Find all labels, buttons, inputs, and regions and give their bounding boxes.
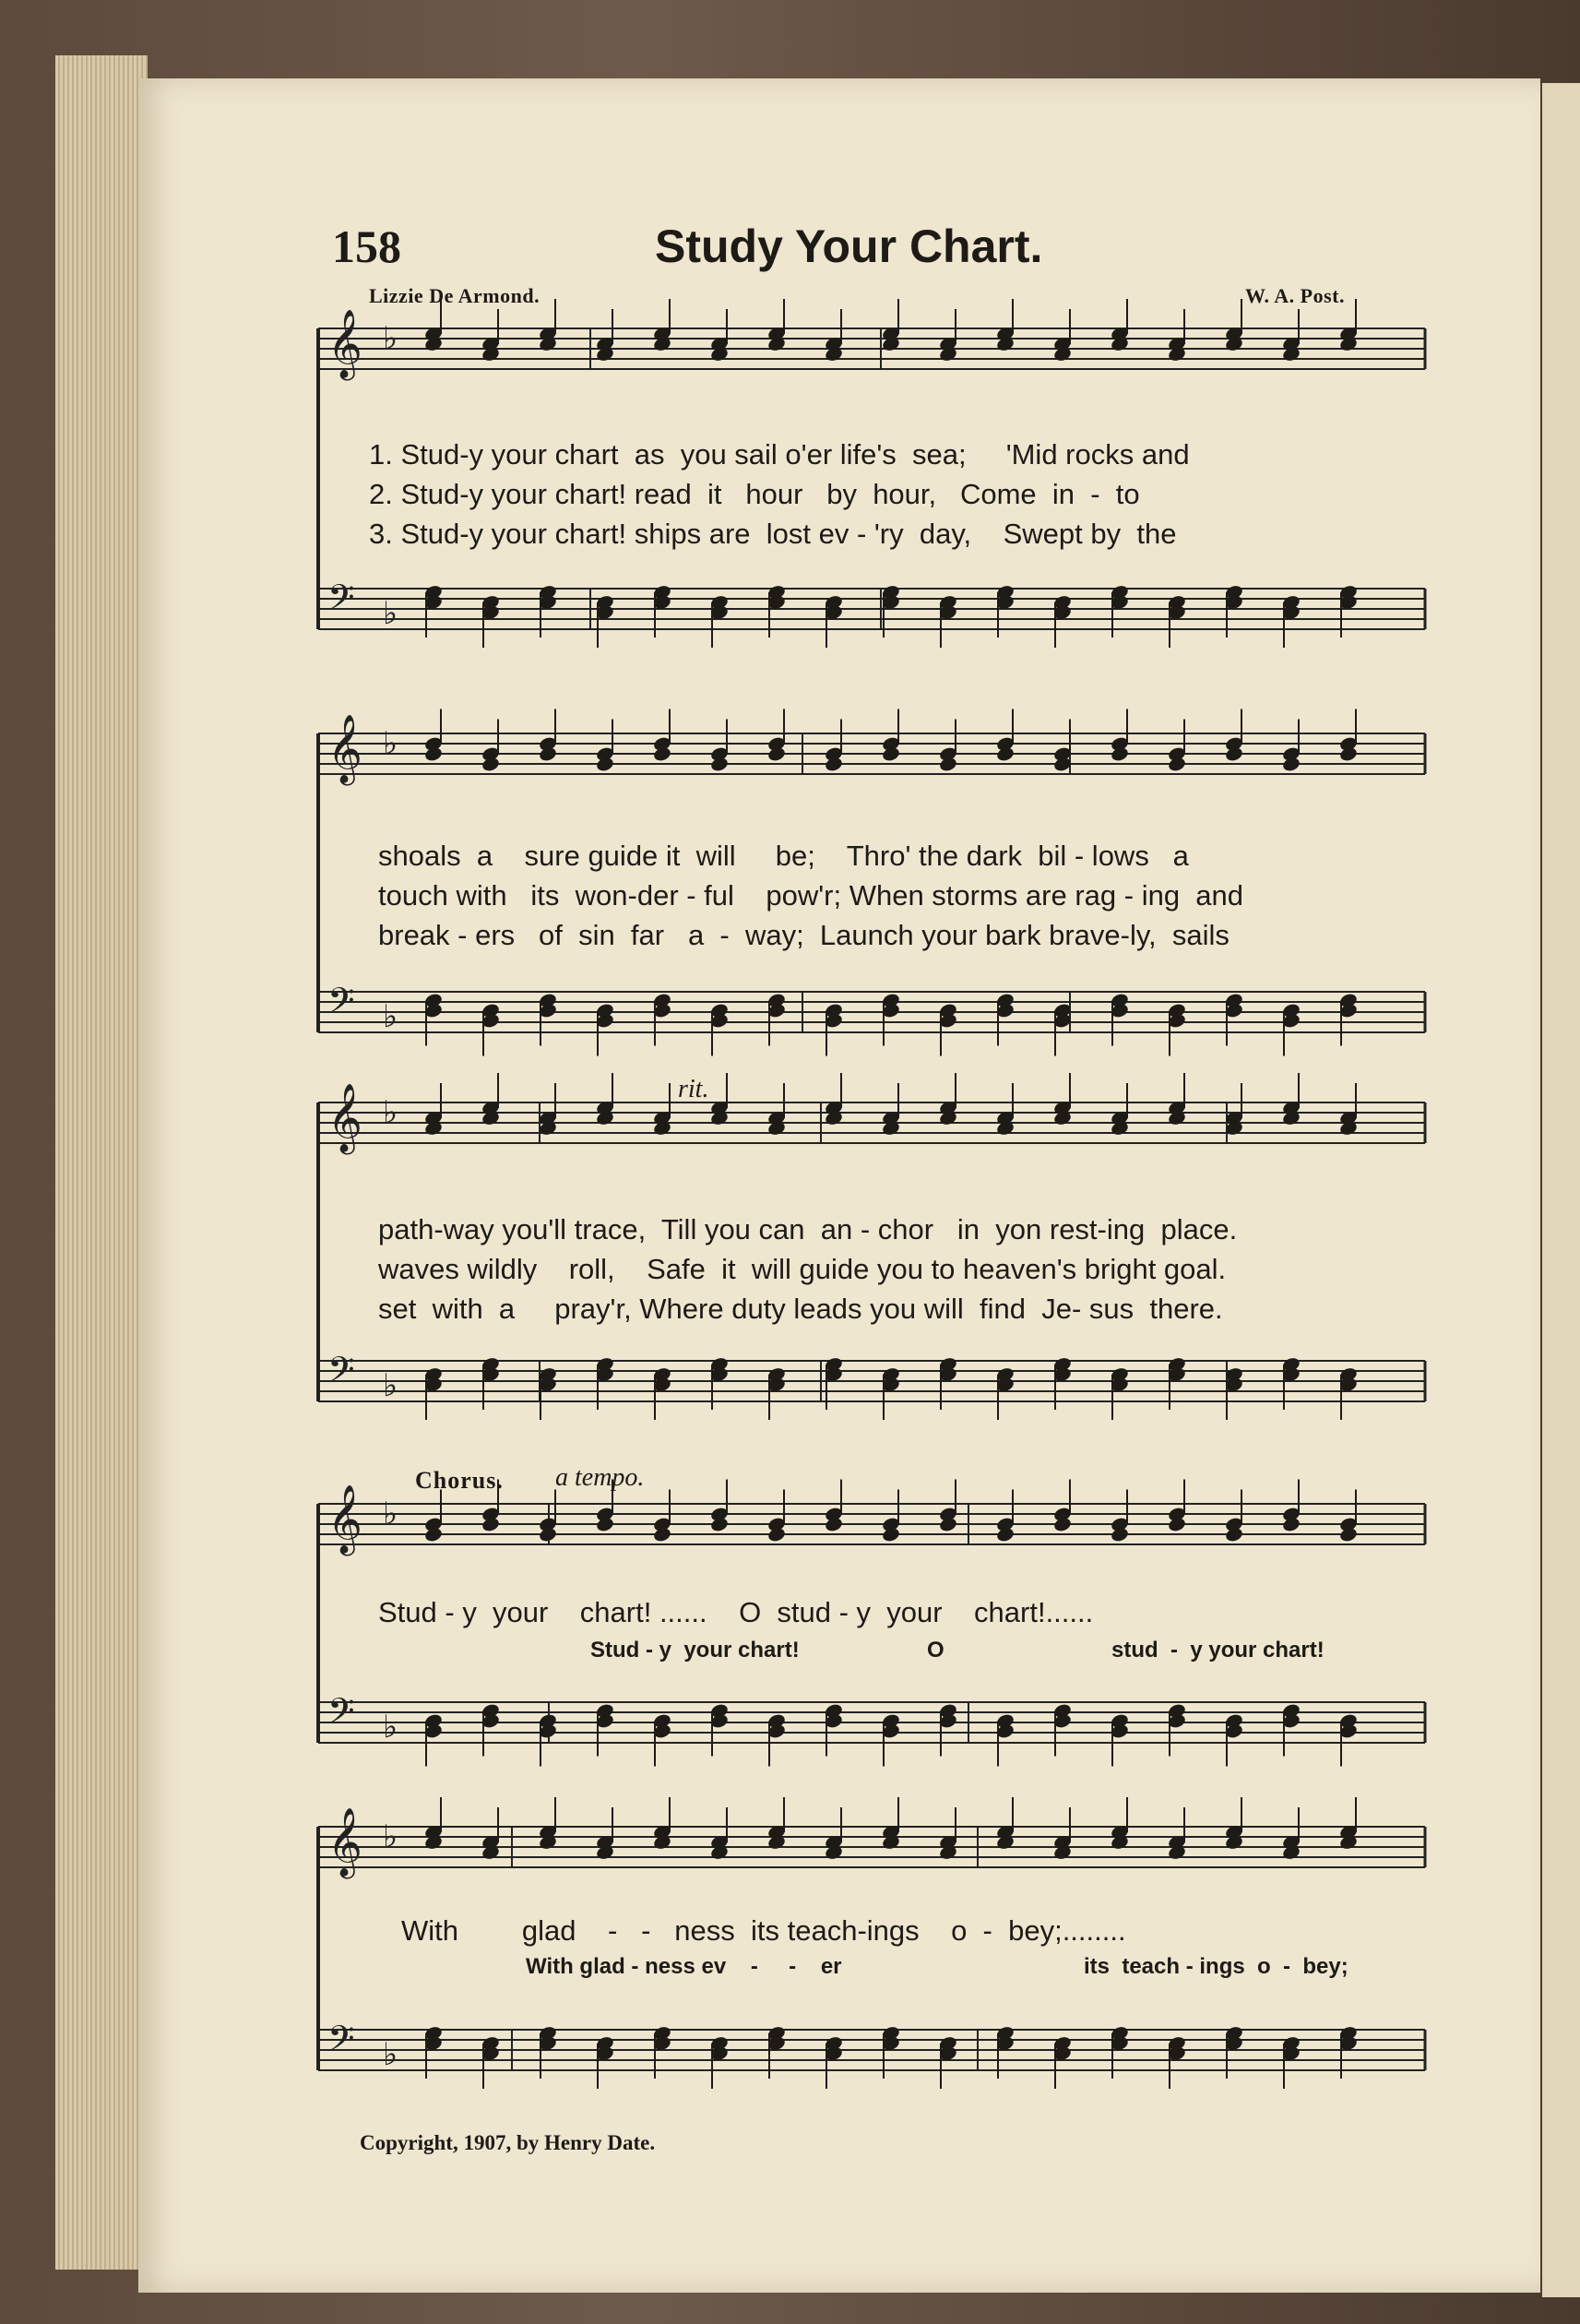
key-flat-icon: ♭ — [383, 1496, 398, 1532]
facing-page-edge — [1540, 83, 1580, 2297]
copyright-notice: Copyright, 1907, by Henry Date. — [360, 2131, 656, 2154]
bass-clef-icon: 𝄢 — [327, 1349, 355, 1399]
chorus-echo-lyric-1: With glad - ness ev - - er — [526, 1954, 842, 1979]
bass-clef-icon: 𝄢 — [327, 1690, 355, 1740]
key-flat-icon: ♭ — [383, 725, 398, 762]
hymn-title: Study Your Chart. — [655, 220, 1043, 272]
key-flat-icon: ♭ — [383, 1367, 398, 1404]
treble-clef-icon: 𝄞 — [327, 1808, 362, 1877]
key-flat-icon: ♭ — [383, 2036, 398, 2073]
treble-staff — [318, 715, 1425, 786]
lyric-verse-2: 2. Stud-y your chart! read it hour by hour, Come in - to — [369, 478, 1140, 510]
key-flat-icon: ♭ — [383, 595, 398, 632]
lyric-verse-3: break - ers of sin far a - way; Launch your bark brave-ly, sails — [378, 919, 1230, 951]
hymn-number: 158 — [332, 220, 401, 272]
key-flat-icon: ♭ — [383, 1094, 398, 1131]
music-system-1 — [304, 310, 1430, 692]
treble-clef-icon: 𝄞 — [327, 715, 362, 783]
lyric-verse-3: set with a pray'r, Where duty leads you will find Je- sus there. — [378, 1293, 1223, 1325]
music-system-5 — [304, 1799, 1430, 2122]
key-flat-icon: ♭ — [383, 320, 398, 357]
composer-credit: W. A. Post. — [1245, 284, 1345, 307]
chorus-echo-lyric-2: its teach - ings o - bey; — [1084, 1954, 1348, 1979]
chorus-echo-lyric-3: stud - y your chart! — [1111, 1638, 1325, 1663]
lyric-verse-3: 3. Stud-y your chart! ships are lost ev - 'ry day, Swept by the — [369, 518, 1177, 550]
music-system-3 — [304, 1075, 1430, 1444]
key-flat-icon: ♭ — [383, 1818, 398, 1855]
chorus-echo-lyric-2: O — [927, 1638, 944, 1663]
chorus-echo-lyric-1: Stud - y your chart! — [590, 1638, 800, 1663]
bass-clef-icon: 𝄢 — [327, 980, 355, 1030]
chorus-lyric: With glad - - ness its teach-ings o - bey;........ — [401, 1914, 1126, 1947]
a-tempo-marking: a tempo. — [555, 1463, 645, 1492]
lyric-verse-2: waves wildly roll, Safe it will guide you to heaven's bright goal. — [378, 1253, 1227, 1285]
key-flat-icon: ♭ — [383, 1709, 398, 1746]
lyric-verse-2: touch with its won-der - ful pow'r; When storms are rag - ing and — [378, 879, 1244, 912]
treble-clef-icon: 𝄞 — [327, 1084, 362, 1152]
chorus-label: Chorus. — [415, 1467, 504, 1494]
lyric-verse-1: 1. Stud-y your chart as you sail o'er life's sea; 'Mid rocks and — [369, 438, 1190, 471]
chorus-lyric: Stud - y your chart! ...... O stud - y your chart!...... — [378, 1596, 1094, 1628]
music-system-2 — [304, 715, 1430, 1066]
lyricist-credit: Lizzie De Armond. — [369, 284, 541, 307]
treble-clef-icon: 𝄞 — [327, 310, 362, 378]
ritardando-marking: rit. — [678, 1075, 709, 1103]
treble-staff — [318, 1485, 1425, 1556]
page-stack-edge — [55, 55, 148, 2270]
key-flat-icon: ♭ — [383, 998, 398, 1035]
bass-clef-icon: 𝄢 — [327, 2018, 355, 2068]
lyric-verse-1: shoals a sure guide it will be; Thro' the dark bil - lows a — [378, 840, 1189, 872]
music-system-4 — [304, 1463, 1430, 1781]
lyric-verse-1: path-way you'll trace, Till you can an - chor in yon rest-ing place. — [378, 1213, 1238, 1245]
bass-clef-icon: 𝄢 — [327, 577, 355, 626]
treble-clef-icon: 𝄞 — [327, 1485, 362, 1554]
